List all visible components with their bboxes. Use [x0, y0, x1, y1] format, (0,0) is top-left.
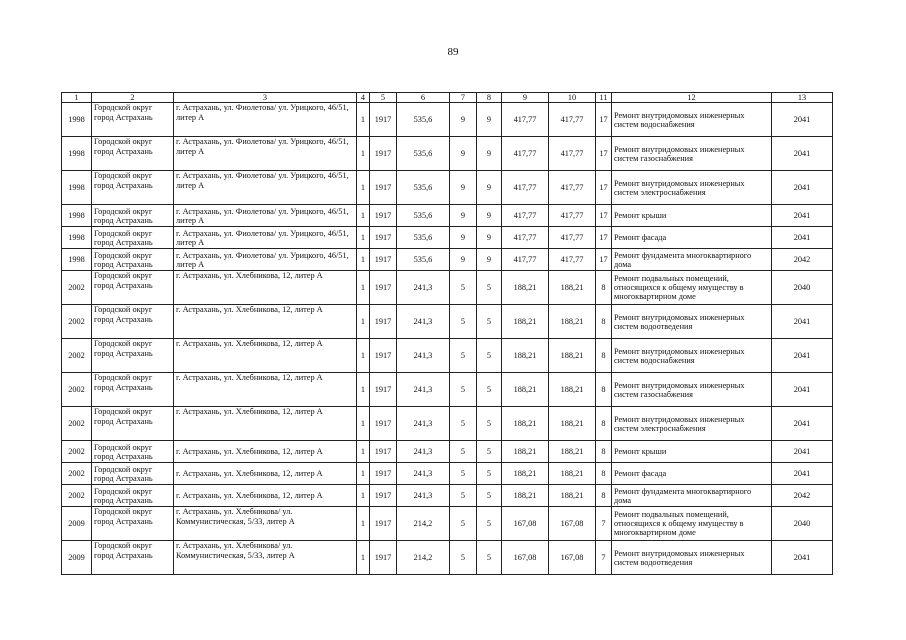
column-header-3: 3	[174, 93, 357, 103]
cell-col7: 5	[450, 441, 477, 463]
cell-count: 17	[596, 103, 612, 137]
cell-owner: Городской округ город Астрахань	[92, 271, 174, 305]
cell-area-living: 417,77	[502, 171, 549, 205]
cell-address: г. Астрахань, ул. Хлебникова/ ул. Коммунистическая, 5/33, литер А	[174, 507, 357, 541]
table-row	[62, 205, 833, 227]
cell-built-year: 1917	[370, 507, 397, 541]
cell-address: г. Астрахань, ул. Хлебникова, 12, литер А	[174, 305, 357, 339]
cell-area-living: 167,08	[502, 541, 549, 575]
cell-address: г. Астрахань, ул. Фиолетова/ ул. Урицкого, 46/51, литер А	[174, 205, 357, 227]
cell-count: 8	[596, 463, 612, 485]
cell-col7: 9	[450, 227, 477, 249]
cell-year: 1998	[62, 103, 92, 137]
cell-col8: 9	[477, 227, 502, 249]
cell-count: 7	[596, 541, 612, 575]
cell-work-type: Ремонт внутридомовых инженерных систем водоотведения	[612, 305, 772, 339]
cell-section: 1	[357, 171, 370, 205]
cell-owner: Городской округ город Астрахань	[92, 103, 174, 137]
cell-area: 241,3	[397, 441, 450, 463]
cell-area: 241,3	[397, 339, 450, 373]
cell-year: 1998	[62, 249, 92, 271]
cell-count: 8	[596, 441, 612, 463]
column-header-4: 4	[357, 93, 370, 103]
cell-owner: Городской округ город Астрахань	[92, 227, 174, 249]
cell-col8: 9	[477, 171, 502, 205]
cell-col7: 5	[450, 373, 477, 407]
cell-area-living: 417,77	[502, 227, 549, 249]
cell-work-type: Ремонт внутридомовых инженерных систем водоснабжения	[612, 339, 772, 373]
cell-area-total: 188,21	[549, 373, 596, 407]
cell-count: 17	[596, 227, 612, 249]
cell-plan-year: 2041	[772, 407, 833, 441]
table-row	[62, 339, 833, 373]
cell-area-total: 417,77	[549, 227, 596, 249]
cell-plan-year: 2042	[772, 485, 833, 507]
cell-plan-year: 2041	[772, 441, 833, 463]
cell-count: 8	[596, 373, 612, 407]
column-header-12: 12	[612, 93, 772, 103]
data-table	[61, 92, 833, 575]
cell-area-total: 188,21	[549, 271, 596, 305]
cell-section: 1	[357, 463, 370, 485]
cell-year: 2009	[62, 541, 92, 575]
cell-owner: Городской округ город Астрахань	[92, 373, 174, 407]
table-row	[62, 541, 833, 575]
cell-plan-year: 2042	[772, 249, 833, 271]
cell-plan-year: 2041	[772, 137, 833, 171]
cell-col7: 5	[450, 507, 477, 541]
cell-address: г. Астрахань, ул. Фиолетова/ ул. Урицкого, 46/51, литер А	[174, 137, 357, 171]
cell-area: 535,6	[397, 103, 450, 137]
table-row	[62, 407, 833, 441]
cell-col8: 9	[477, 103, 502, 137]
cell-area: 535,6	[397, 205, 450, 227]
cell-owner: Городской округ город Астрахань	[92, 249, 174, 271]
cell-col8: 9	[477, 205, 502, 227]
cell-section: 1	[357, 137, 370, 171]
cell-address: г. Астрахань, ул. Хлебникова, 12, литер А	[174, 339, 357, 373]
cell-area: 535,6	[397, 249, 450, 271]
cell-address: г. Астрахань, ул. Хлебникова, 12, литер А	[174, 373, 357, 407]
cell-col7: 5	[450, 271, 477, 305]
cell-section: 1	[357, 227, 370, 249]
column-header-8: 8	[477, 93, 502, 103]
cell-area-total: 188,21	[549, 305, 596, 339]
cell-owner: Городской округ город Астрахань	[92, 407, 174, 441]
cell-work-type: Ремонт фасада	[612, 227, 772, 249]
cell-area-living: 188,21	[502, 373, 549, 407]
cell-col7: 5	[450, 541, 477, 575]
table-row	[62, 103, 833, 137]
cell-area-total: 167,08	[549, 541, 596, 575]
cell-area-living: 417,77	[502, 103, 549, 137]
cell-work-type: Ремонт подвальных помещений, относящихся к общему имуществу в многоквартирном доме	[612, 271, 772, 305]
cell-owner: Городской округ город Астрахань	[92, 463, 174, 485]
cell-built-year: 1917	[370, 373, 397, 407]
cell-plan-year: 2041	[772, 171, 833, 205]
cell-plan-year: 2040	[772, 271, 833, 305]
cell-col8: 5	[477, 339, 502, 373]
table-row	[62, 507, 833, 541]
cell-col7: 9	[450, 205, 477, 227]
cell-area-total: 188,21	[549, 485, 596, 507]
cell-area-living: 167,08	[502, 507, 549, 541]
cell-col7: 5	[450, 463, 477, 485]
column-header-10: 10	[549, 93, 596, 103]
cell-owner: Городской округ город Астрахань	[92, 339, 174, 373]
cell-address: г. Астрахань, ул. Фиолетова/ ул. Урицкого, 46/51, литер А	[174, 227, 357, 249]
cell-count: 8	[596, 485, 612, 507]
cell-work-type: Ремонт внутридомовых инженерных систем водоотведения	[612, 541, 772, 575]
cell-col7: 9	[450, 137, 477, 171]
cell-address: г. Астрахань, ул. Хлебникова, 12, литер А	[174, 463, 357, 485]
cell-count: 17	[596, 137, 612, 171]
cell-built-year: 1917	[370, 541, 397, 575]
cell-work-type: Ремонт фасада	[612, 463, 772, 485]
table-row	[62, 463, 833, 485]
table-row	[62, 305, 833, 339]
cell-plan-year: 2041	[772, 463, 833, 485]
cell-area: 214,2	[397, 507, 450, 541]
cell-col8: 9	[477, 137, 502, 171]
cell-work-type: Ремонт фундамента многоквартирного дома	[612, 485, 772, 507]
cell-area-total: 417,77	[549, 171, 596, 205]
cell-area: 241,3	[397, 485, 450, 507]
cell-year: 2002	[62, 407, 92, 441]
cell-year: 1998	[62, 205, 92, 227]
cell-work-type: Ремонт фундамента многоквартирного дома	[612, 249, 772, 271]
cell-built-year: 1917	[370, 305, 397, 339]
cell-work-type: Ремонт внутридомовых инженерных систем газоснабжения	[612, 373, 772, 407]
cell-owner: Городской округ город Астрахань	[92, 305, 174, 339]
cell-count: 17	[596, 249, 612, 271]
cell-built-year: 1917	[370, 137, 397, 171]
cell-plan-year: 2041	[772, 227, 833, 249]
cell-section: 1	[357, 541, 370, 575]
cell-work-type: Ремонт подвальных помещений, относящихся к общему имуществу в многоквартирном доме	[612, 507, 772, 541]
cell-count: 8	[596, 339, 612, 373]
column-header-1: 1	[62, 93, 92, 103]
table-row	[62, 171, 833, 205]
cell-count: 17	[596, 205, 612, 227]
cell-owner: Городской округ город Астрахань	[92, 507, 174, 541]
cell-area-living: 188,21	[502, 339, 549, 373]
cell-address: г. Астрахань, ул. Хлебникова, 12, литер А	[174, 271, 357, 305]
cell-work-type: Ремонт внутридомовых инженерных систем водоснабжения	[612, 103, 772, 137]
column-header-6: 6	[397, 93, 450, 103]
cell-count: 17	[596, 171, 612, 205]
cell-col8: 9	[477, 249, 502, 271]
cell-year: 2002	[62, 441, 92, 463]
table-row	[62, 249, 833, 271]
column-header-13: 13	[772, 93, 833, 103]
cell-col8: 5	[477, 271, 502, 305]
cell-area-total: 188,21	[549, 463, 596, 485]
cell-year: 1998	[62, 137, 92, 171]
cell-work-type: Ремонт внутридомовых инженерных систем газоснабжения	[612, 137, 772, 171]
cell-count: 8	[596, 271, 612, 305]
cell-area: 535,6	[397, 227, 450, 249]
cell-col7: 5	[450, 485, 477, 507]
cell-address: г. Астрахань, ул. Хлебникова, 12, литер А	[174, 441, 357, 463]
cell-col7: 9	[450, 103, 477, 137]
cell-year: 2002	[62, 271, 92, 305]
table-row	[62, 373, 833, 407]
cell-section: 1	[357, 271, 370, 305]
cell-address: г. Астрахань, ул. Фиолетова/ ул. Урицкого, 46/51, литер А	[174, 103, 357, 137]
cell-plan-year: 2041	[772, 373, 833, 407]
cell-year: 1998	[62, 171, 92, 205]
cell-section: 1	[357, 507, 370, 541]
cell-plan-year: 2041	[772, 205, 833, 227]
cell-year: 2002	[62, 373, 92, 407]
cell-area-total: 188,21	[549, 339, 596, 373]
cell-built-year: 1917	[370, 205, 397, 227]
cell-built-year: 1917	[370, 271, 397, 305]
cell-built-year: 1917	[370, 485, 397, 507]
cell-area: 241,3	[397, 463, 450, 485]
cell-section: 1	[357, 339, 370, 373]
cell-area-living: 188,21	[502, 485, 549, 507]
cell-col8: 5	[477, 507, 502, 541]
cell-work-type: Ремонт внутридомовых инженерных систем электроснабжения	[612, 407, 772, 441]
cell-section: 1	[357, 407, 370, 441]
column-header-9: 9	[502, 93, 549, 103]
cell-address: г. Астрахань, ул. Хлебникова/ ул. Коммунистическая, 5/33, литер А	[174, 541, 357, 575]
cell-year: 2002	[62, 305, 92, 339]
table-row	[62, 441, 833, 463]
table-row	[62, 271, 833, 305]
cell-owner: Городской округ город Астрахань	[92, 205, 174, 227]
page-number: 89	[447, 46, 459, 58]
cell-work-type: Ремонт крыши	[612, 441, 772, 463]
cell-plan-year: 2040	[772, 507, 833, 541]
table-row	[62, 227, 833, 249]
cell-area-living: 188,21	[502, 305, 549, 339]
cell-area: 214,2	[397, 541, 450, 575]
cell-area-total: 188,21	[549, 441, 596, 463]
cell-section: 1	[357, 305, 370, 339]
table-row	[62, 137, 833, 171]
cell-plan-year: 2041	[772, 339, 833, 373]
cell-count: 7	[596, 507, 612, 541]
cell-section: 1	[357, 249, 370, 271]
cell-area-living: 417,77	[502, 205, 549, 227]
cell-area: 241,3	[397, 305, 450, 339]
cell-col8: 5	[477, 463, 502, 485]
cell-area: 535,6	[397, 137, 450, 171]
cell-section: 1	[357, 485, 370, 507]
cell-area-total: 417,77	[549, 137, 596, 171]
cell-owner: Городской округ город Астрахань	[92, 441, 174, 463]
cell-built-year: 1917	[370, 249, 397, 271]
cell-count: 8	[596, 305, 612, 339]
cell-col8: 5	[477, 305, 502, 339]
cell-section: 1	[357, 441, 370, 463]
cell-section: 1	[357, 373, 370, 407]
header-row	[62, 93, 833, 103]
cell-area-total: 417,77	[549, 103, 596, 137]
cell-area-living: 417,77	[502, 249, 549, 271]
cell-owner: Городской округ город Астрахань	[92, 137, 174, 171]
cell-area: 241,3	[397, 407, 450, 441]
cell-built-year: 1917	[370, 407, 397, 441]
column-header-5: 5	[370, 93, 397, 103]
cell-owner: Городской округ город Астрахань	[92, 541, 174, 575]
cell-area-living: 188,21	[502, 441, 549, 463]
cell-owner: Городской округ город Астрахань	[92, 485, 174, 507]
cell-col7: 9	[450, 171, 477, 205]
cell-address: г. Астрахань, ул. Хлебникова, 12, литер А	[174, 407, 357, 441]
cell-work-type: Ремонт внутридомовых инженерных систем электроснабжения	[612, 171, 772, 205]
cell-col7: 9	[450, 249, 477, 271]
cell-col7: 5	[450, 339, 477, 373]
cell-area: 241,3	[397, 271, 450, 305]
cell-col8: 5	[477, 485, 502, 507]
cell-area-living: 188,21	[502, 271, 549, 305]
cell-built-year: 1917	[370, 171, 397, 205]
cell-area-living: 417,77	[502, 137, 549, 171]
cell-address: г. Астрахань, ул. Фиолетова/ ул. Урицкого, 46/51, литер А	[174, 171, 357, 205]
cell-plan-year: 2041	[772, 541, 833, 575]
cell-area-living: 188,21	[502, 463, 549, 485]
cell-area-total: 417,77	[549, 249, 596, 271]
cell-col8: 5	[477, 541, 502, 575]
cell-built-year: 1917	[370, 227, 397, 249]
cell-col7: 5	[450, 305, 477, 339]
cell-work-type: Ремонт крыши	[612, 205, 772, 227]
cell-year: 1998	[62, 227, 92, 249]
cell-col8: 5	[477, 373, 502, 407]
cell-col8: 5	[477, 441, 502, 463]
cell-area-total: 188,21	[549, 407, 596, 441]
cell-address: г. Астрахань, ул. Фиолетова/ ул. Урицкого, 46/51, литер А	[174, 249, 357, 271]
cell-col8: 5	[477, 407, 502, 441]
cell-section: 1	[357, 205, 370, 227]
cell-area: 535,6	[397, 171, 450, 205]
cell-plan-year: 2041	[772, 103, 833, 137]
cell-built-year: 1917	[370, 441, 397, 463]
table-body	[62, 103, 833, 575]
cell-count: 8	[596, 407, 612, 441]
cell-plan-year: 2041	[772, 305, 833, 339]
cell-area: 241,3	[397, 373, 450, 407]
cell-area-total: 417,77	[549, 205, 596, 227]
cell-area-total: 167,08	[549, 507, 596, 541]
column-header-7: 7	[450, 93, 477, 103]
cell-section: 1	[357, 103, 370, 137]
cell-built-year: 1917	[370, 103, 397, 137]
cell-area-living: 188,21	[502, 407, 549, 441]
column-header-2: 2	[92, 93, 174, 103]
cell-built-year: 1917	[370, 463, 397, 485]
cell-year: 2009	[62, 507, 92, 541]
cell-year: 2002	[62, 485, 92, 507]
cell-year: 2002	[62, 339, 92, 373]
cell-year: 2002	[62, 463, 92, 485]
cell-address: г. Астрахань, ул. Хлебникова, 12, литер А	[174, 485, 357, 507]
cell-built-year: 1917	[370, 339, 397, 373]
cell-owner: Городской округ город Астрахань	[92, 171, 174, 205]
column-header-11: 11	[596, 93, 612, 103]
cell-col7: 5	[450, 407, 477, 441]
table-row	[62, 485, 833, 507]
